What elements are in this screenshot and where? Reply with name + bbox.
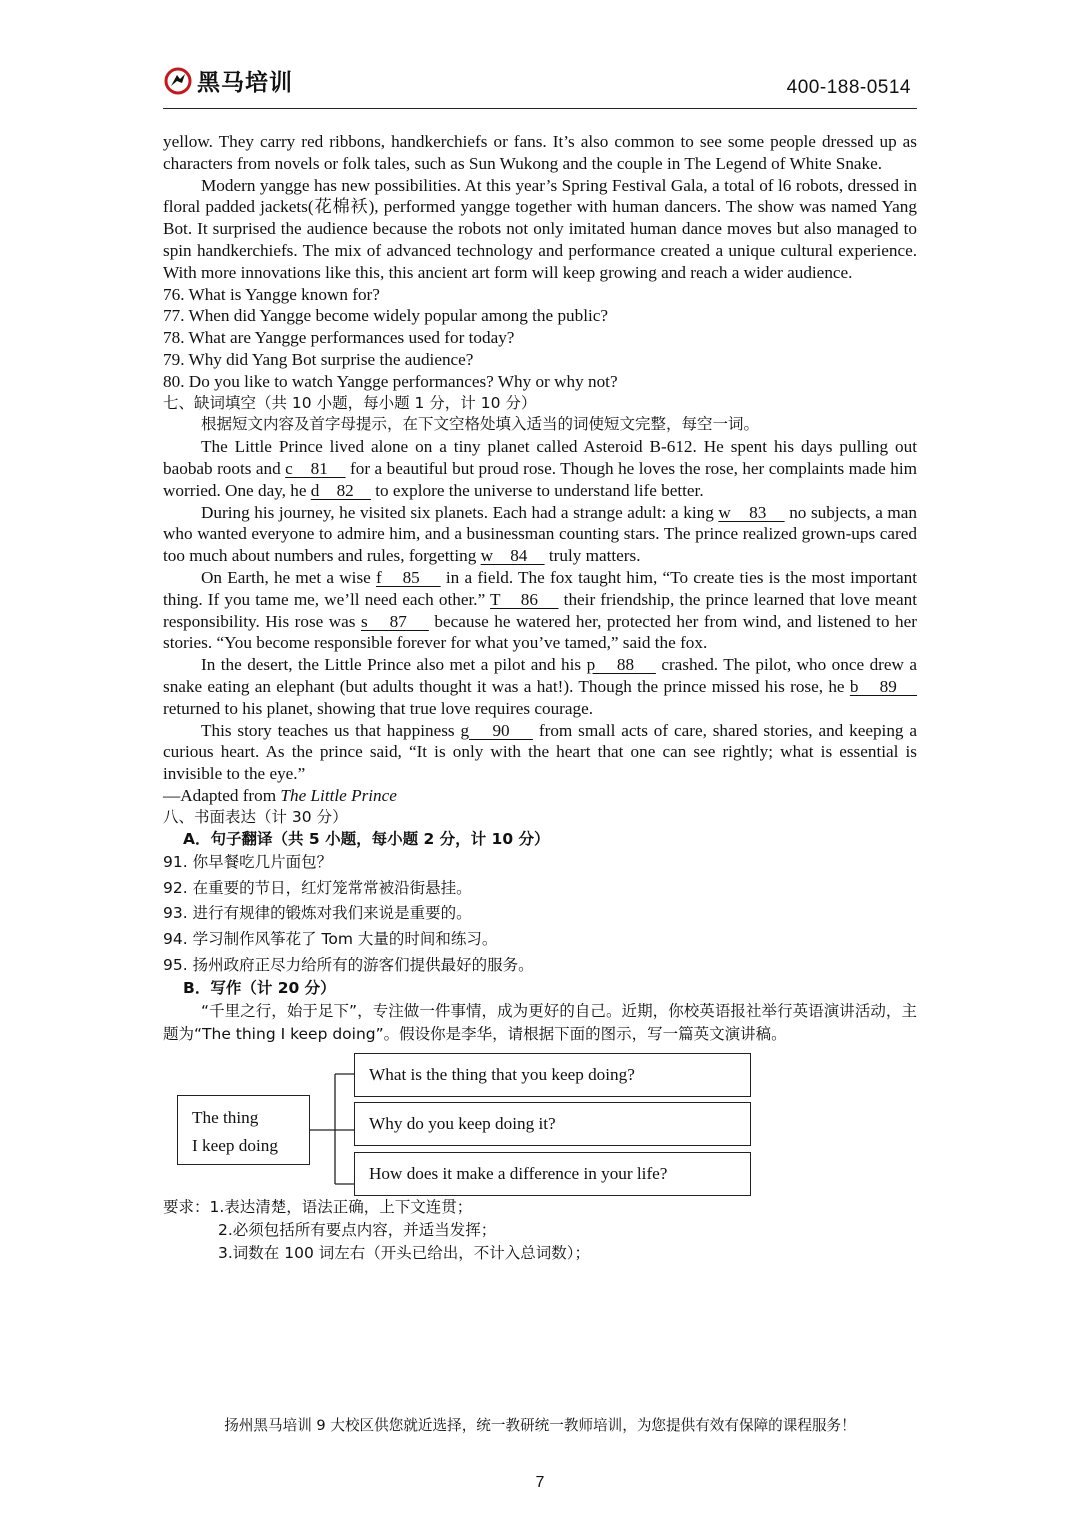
diagram-branch-1: What is the thing that you keep doing? xyxy=(354,1053,751,1097)
question-76: 76. What is Yangge known for? xyxy=(163,284,380,304)
blank-90: g 90 xyxy=(460,720,534,740)
section7-instruction: 根据短文内容及首字母提示，在下文空格处填入适当的词使短文完整，每空一词。 xyxy=(201,415,760,434)
page-number: 7 xyxy=(535,1474,545,1491)
diagram-branch-3: How does it make a difference in your life? xyxy=(354,1152,751,1196)
logo-text: 黑马培训 xyxy=(197,70,293,96)
partA-title: A．句子翻译（共 5 小题，每小题 2 分，计 10 分） xyxy=(183,829,550,848)
diagram-branch-2: Why do you keep doing it? xyxy=(354,1102,751,1146)
cloze-paragraph-1: The Little Prince lived alone on a tiny planet called Asteroid B-612. He spent his days pulling out baobab roots and c 81 for a beautiful but proud rose. Though he loves the rose, her complaints made him worried. One day, he d 82 to explore the universe to understand life better. xyxy=(163,437,917,500)
diagram-center-box: The thing I keep doing xyxy=(177,1095,310,1165)
blank-81: c 81 xyxy=(285,458,346,478)
question-80: 80. Do you like to watch Yangge performances? Why or why not? xyxy=(163,371,618,391)
translation-91: 91. 你早餐吃几片面包？ xyxy=(163,853,333,872)
partB-title: B．写作（计 20 分） xyxy=(183,979,336,998)
translation-93: 93. 进行有规律的锻炼对我们来说是重要的。 xyxy=(163,904,472,923)
translation-92: 92. 在重要的节日，红灯笼常常被沿街悬挂。 xyxy=(163,878,472,897)
page-header xyxy=(163,62,917,109)
cloze-paragraph-3: On Earth, he met a wise f 85 in a field. The fox taught him, “To create ties is the most important thing. If you tame me, we’ll need each other.” T 86 their friendship, the prince learned that love meant responsibility. His rose was s 87 because he watered her, protected her from wind, and listened to her stories. “You become responsible forever for what you’ve tamed,” said the fox. xyxy=(163,567,917,653)
blank-83: w 83 xyxy=(718,502,785,522)
cloze-paragraph-5: This story teaches us that happiness g 90 from small acts of care, shared stories, and keeping a curious heart. As the prince said, “It is only with the heart that one can see rightly; what is essential is invisible to the eye.” xyxy=(163,720,917,784)
cloze-paragraph-4: In the desert, the Little Prince also met a pilot and his p 88 crashed. The pilot, who once drew a snake eating an elephant (but adults thought it was a hat!). Though the prince missed his rose, he b 89 returned to his planet, showing that true love requires courage. xyxy=(163,655,917,718)
blank-84: w 84 xyxy=(480,546,545,566)
page-content xyxy=(163,131,917,1265)
blank-88: p 88 xyxy=(586,655,656,675)
translation-94: 94. 学习制作风筝花了 Tom 大量的时间和练习。 xyxy=(163,930,498,949)
translation-95: 95. 扬州政府正尽力给所有的游客们提供最好的服务。 xyxy=(163,955,534,974)
horse-logo-icon xyxy=(163,66,193,96)
question-78: 78. What are Yangge performances used for today? xyxy=(163,328,515,348)
mind-map-diagram xyxy=(163,1056,917,1196)
blank-87: s 87 xyxy=(361,611,429,631)
blank-82: d 82 xyxy=(310,480,371,500)
question-77: 77. When did Yangge become widely popular among the public? xyxy=(163,306,609,326)
blank-89: b 89 xyxy=(849,676,917,696)
question-79: 79. Why did Yang Bot surprise the audience? xyxy=(163,349,474,369)
phone-number: 400-188-0514 xyxy=(786,77,911,98)
cloze-paragraph-2: During his journey, he visited six planets. Each had a strange adult: a king w 83 no subjects, a man who wanted everyone to admire him, and a businessman counting stars. The prince realized grown-ups cared too much about numbers and rules, forgetting w 84 truly matters. xyxy=(163,502,917,566)
section8-title: 八、书面表达（计 30 分） xyxy=(163,807,348,826)
footer-slogan: 扬州黑马培训 9 大校区供您就近选择，统一教研统一教师培训，为您提供有效有保障的课程服务！ xyxy=(224,1417,856,1434)
section7-title: 七、缺词填空（共 10 小题，每小题 1 分，计 10 分） xyxy=(163,393,537,412)
passage-paragraph: Modern yangge has new possibilities. At this year’s Spring Festival Gala, a total of l6 robots, dressed in floral padded jackets(花棉袄), performed yangge together with human dancers. The show was named Yang Bot. It surprised the audience because the robots not only imitated human dance moves but also managed to spin handkerchiefs. The mix of advanced technology and performance created a unique cultural experience. With more innovations like this, this ancient art form will keep growing and reach a wider audience. xyxy=(163,175,917,282)
requirements: 要求：1.表达清楚，语法正确，上下文连贯； 2.必须包括所有要点内容，并适当发挥； 3.词数在 100 词左右（开头已给出，不计入总词数）； xyxy=(163,1198,590,1263)
passage-paragraph: yellow. They carry red ribbons, handkerchiefs or fans. It’s also common to see some people dressed up as characters from novels or folk tales, such as Sun Wukong and the couple in The Legend of White Snake. xyxy=(163,132,917,173)
source-attribution: —Adapted from The Little Prince xyxy=(163,785,397,805)
writing-prompt: “千里之行，始于足下”，专注做一件事情，成为更好的自己。近期，你校英语报社举行英语演讲活动，主题为“The thing I keep doing”。假设你是李华，请根据下面的图示，写一篇英文演讲稿。 xyxy=(163,1002,917,1044)
logo xyxy=(163,64,293,97)
blank-85: f 85 xyxy=(375,567,441,587)
blank-86: T 86 xyxy=(490,589,559,609)
